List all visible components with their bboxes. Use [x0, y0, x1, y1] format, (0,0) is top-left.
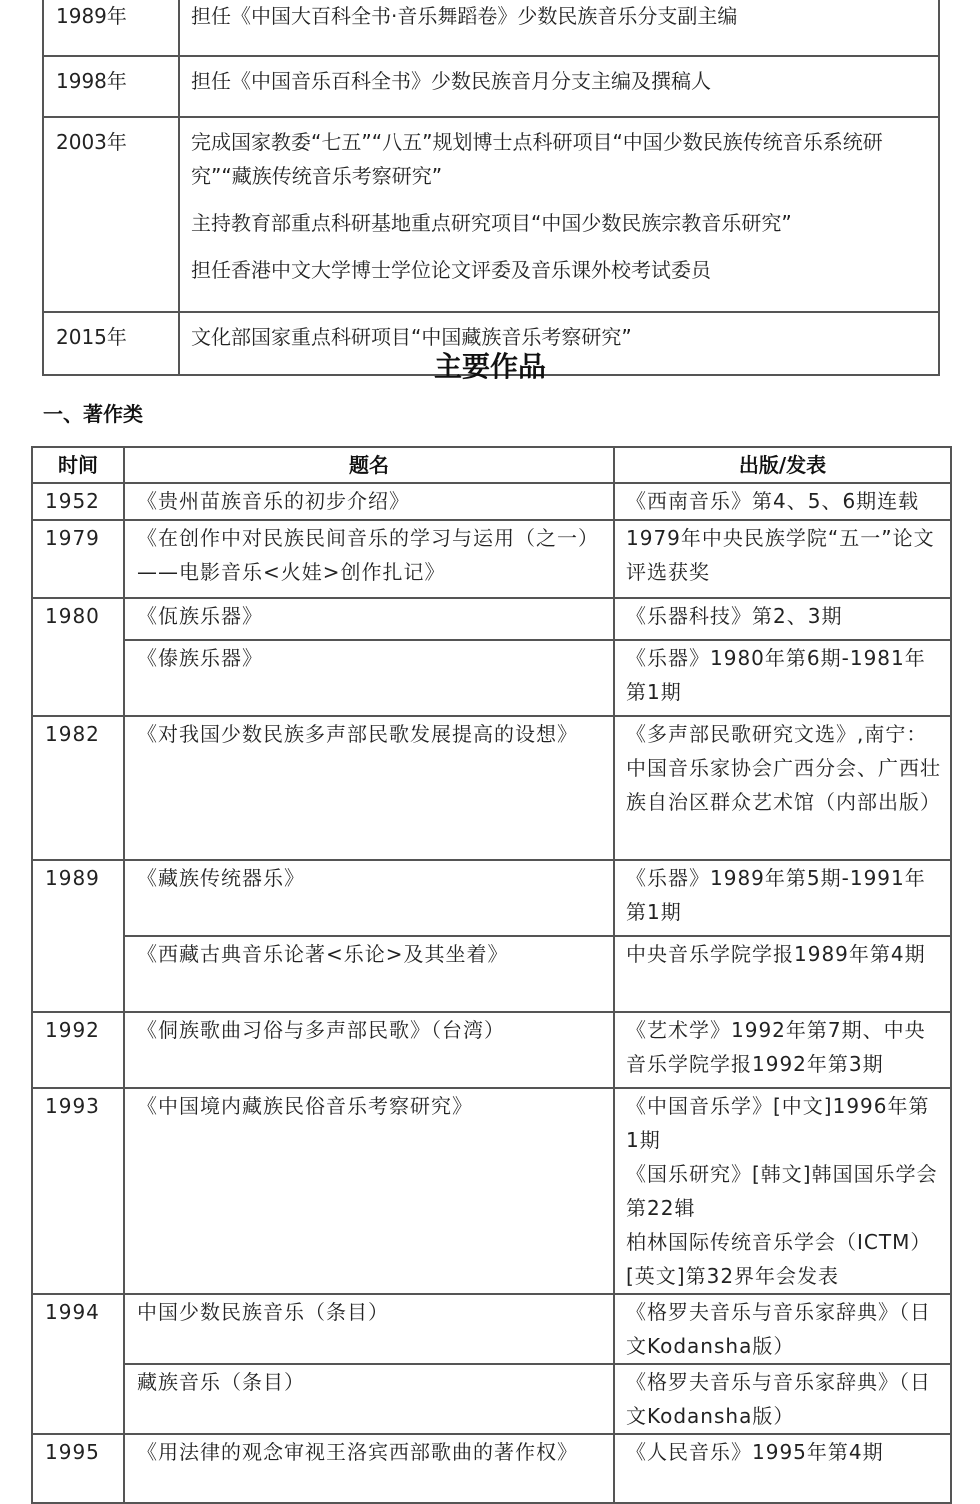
- work-title-text: 《对我国少数民族多声部民歌发展提高的设想》: [137, 722, 578, 746]
- work-publication-text: 中央音乐学院学报1989年第4期: [626, 942, 926, 966]
- works-row: [32, 1088, 951, 1294]
- work-publication: [614, 1012, 951, 1088]
- works-row: [32, 483, 951, 520]
- work-year: 1993: [32, 1088, 124, 1294]
- work-year: 1979: [32, 520, 124, 598]
- work-title-text: 《傣族乐器》: [137, 646, 263, 670]
- work-publication-text: 《多声部民歌研究文选》,南宁：中国音乐家协会广西分会、广西壮族自治区群众艺术馆（内部出版）: [626, 722, 941, 814]
- work-title: [124, 716, 614, 860]
- work-year: 1992: [32, 1012, 124, 1088]
- work-publication: [614, 860, 951, 936]
- work-title: [124, 520, 614, 598]
- work-publication: [614, 1294, 951, 1364]
- work-year: 1980: [32, 598, 124, 716]
- work-publication: [614, 716, 951, 860]
- work-year: 1982: [32, 716, 124, 860]
- work-publication-text: 《艺术学》1992年第7期、中央音乐学院学报1992年第3期: [626, 1018, 926, 1076]
- header-publication: 出版/发表: [614, 447, 951, 483]
- work-title-text: 《中国境内藏族民俗音乐考察研究》: [137, 1094, 473, 1118]
- work-publication-text: 《格罗夫音乐与音乐家辞典》（日文Kodansha版）: [626, 1300, 931, 1358]
- work-title-text: 《佤族乐器》: [137, 604, 263, 628]
- work-publication-text: 《乐器》1980年第6期-1981年第1期: [626, 646, 926, 704]
- header-year: 时间: [32, 447, 124, 483]
- subsection-title: 一、著作类: [43, 402, 143, 426]
- work-title: [124, 1012, 614, 1088]
- header-title: 题名: [124, 447, 614, 483]
- career-line: 文化部国家重点科研项目“中国藏族音乐考察研究”: [191, 325, 632, 349]
- work-publication: [614, 1364, 951, 1434]
- work-publication: [614, 598, 951, 640]
- work-publication-text: 1979年中央民族学院“五一”论文评选获奖: [626, 526, 935, 584]
- career-year: 2015年: [43, 312, 179, 375]
- career-line: 担任香港中文大学博士学位论文评委及音乐课外校考试委员: [191, 258, 711, 282]
- work-publication-text: 《中国音乐学》[中文]1996年第1期: [626, 1094, 930, 1152]
- work-year: 1995: [32, 1434, 124, 1503]
- work-title: [124, 1294, 614, 1364]
- work-title: [124, 936, 614, 1012]
- career-timeline-table: [42, 0, 940, 376]
- section-title: 主要作品: [433, 350, 546, 383]
- work-title: [124, 860, 614, 936]
- work-title-text: 《西藏古典音乐论著<乐论>及其坐着》: [137, 942, 509, 966]
- work-publication: [614, 640, 951, 716]
- career-line: 担任《中国大百科全书·音乐舞蹈卷》少数民族音乐分支副主编: [191, 4, 738, 28]
- career-line: 主持教育部重点科研基地重点研究项目“中国少数民族宗教音乐研究”: [191, 211, 792, 235]
- career-description: [179, 56, 939, 117]
- work-title-text: 《贵州苗族音乐的初步介绍》: [137, 489, 410, 513]
- work-publication: [614, 520, 951, 598]
- career-description: [179, 0, 939, 56]
- work-title: [124, 1434, 614, 1503]
- works-row: [32, 716, 951, 860]
- work-publication-text: 《西南音乐》第4、5、6期连载: [626, 489, 920, 513]
- works-row: [32, 1364, 951, 1434]
- work-publication-text: 《国乐研究》[韩文]韩国国乐学会第22辑: [626, 1162, 938, 1220]
- work-publication: [614, 936, 951, 1012]
- work-publication-text: 《乐器科技》第2、3期: [626, 604, 843, 628]
- work-publication: [614, 1088, 951, 1294]
- work-publication-text: 《格罗夫音乐与音乐家辞典》（日文Kodansha版）: [626, 1370, 931, 1428]
- career-row: [43, 117, 939, 312]
- career-year: 1998年: [43, 56, 179, 117]
- work-publication: [614, 1434, 951, 1503]
- works-row: [32, 520, 951, 598]
- career-description: [179, 117, 939, 312]
- work-publication-text: 《乐器》1989年第5期-1991年第1期: [626, 866, 926, 924]
- work-title: [124, 1088, 614, 1294]
- works-table-body: [32, 483, 951, 1503]
- works-header-row: [32, 447, 951, 483]
- work-publication-text: 《人民音乐》1995年第4期: [626, 1440, 884, 1464]
- works-row: [32, 1294, 951, 1364]
- work-publication: [614, 483, 951, 520]
- works-row: [32, 598, 951, 640]
- work-title: [124, 1364, 614, 1434]
- work-title: [124, 598, 614, 640]
- work-title-text: 中国少数民族音乐（条目）: [137, 1300, 389, 1324]
- work-title: [124, 483, 614, 520]
- works-table: [31, 446, 952, 1504]
- career-year: 1989年: [43, 0, 179, 56]
- work-publication-text: 柏林国际传统音乐学会（ICTM）[英文]第32界年会发表: [626, 1230, 932, 1288]
- career-line: 完成国家教委“七五”“八五”规划博士点科研项目“中国少数民族传统音乐系统研究”“藏族传统音乐考察研究”: [191, 130, 883, 188]
- work-year: 1989: [32, 860, 124, 1012]
- career-line: 担任《中国音乐百科全书》少数民族音月分支主编及撰稿人: [191, 69, 711, 93]
- work-title-text: 《藏族传统器乐》: [137, 866, 305, 890]
- work-year: 1952: [32, 483, 124, 520]
- works-row: [32, 936, 951, 1012]
- work-title-text: 《在创作中对民族民间音乐的学习与运用（之一）——电影音乐<火娃>创作扎记》: [137, 526, 599, 584]
- work-year: 1994: [32, 1294, 124, 1434]
- career-row: [43, 56, 939, 117]
- work-title-text: 《用法律的观念审视王洛宾西部歌曲的著作权》: [137, 1440, 578, 1464]
- works-row: [32, 860, 951, 936]
- career-year: 2003年: [43, 117, 179, 312]
- work-title-text: 藏族音乐（条目）: [137, 1370, 305, 1394]
- career-row: [43, 0, 939, 56]
- works-row: [32, 640, 951, 716]
- work-title-text: 《侗族歌曲习俗与多声部民歌》（台湾）: [137, 1018, 505, 1042]
- work-title: [124, 640, 614, 716]
- works-row: [32, 1434, 951, 1503]
- works-row: [32, 1012, 951, 1088]
